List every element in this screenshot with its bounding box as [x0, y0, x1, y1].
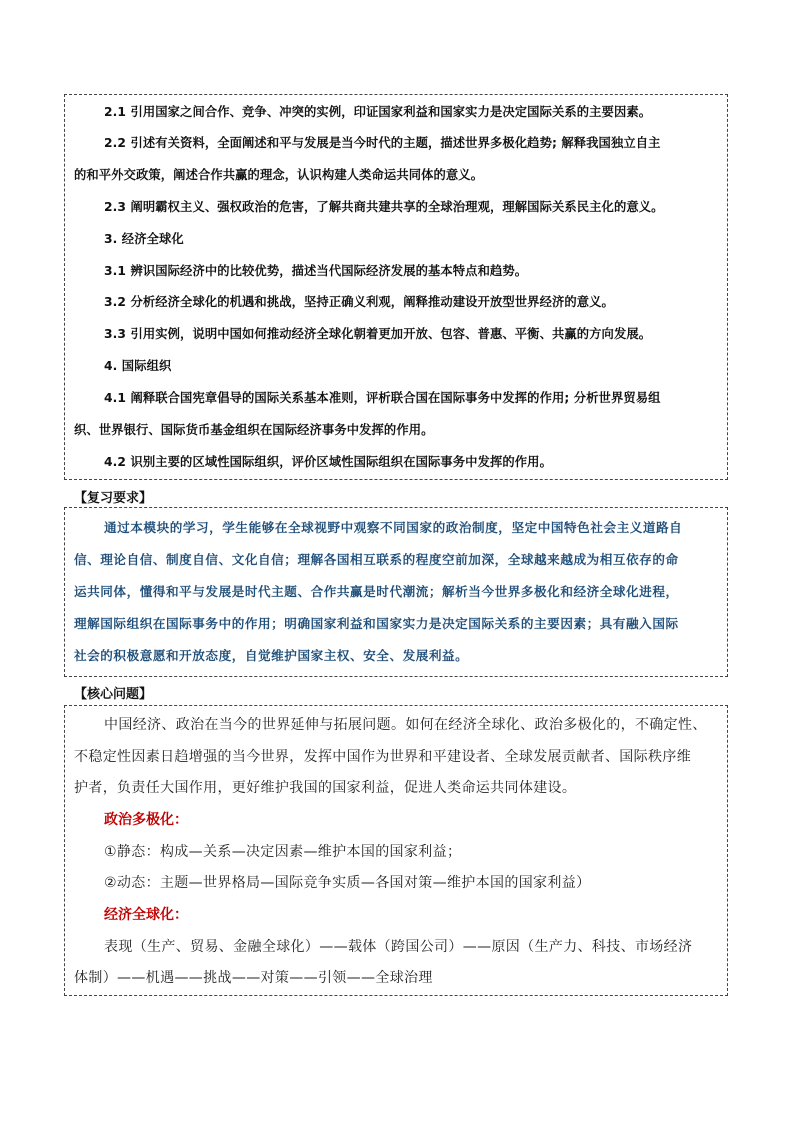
politics-title: 政治多极化： — [104, 812, 188, 828]
standard-2-1: 2.1 引用国家之间合作、竞争、冲突的实例，印证国家利益和国家实力是决定国际关系的主要因素。 — [104, 105, 652, 119]
heading-3: 3. 经济全球化 — [104, 232, 184, 246]
standard-4-1: 4.1 阐释联合国宪章倡导的国际关系基本准则，评析联合国在国际事务中发挥的作用; 分析世界贸易组 — [104, 391, 661, 405]
core-intro-line: 中国经济、政治在当今的世界延伸与拓展问题。如何在经济全球化、政治多极化的，不确定性、 — [104, 717, 707, 733]
standard-2-2-cont: 的和平外交政策，阐述合作共赢的理念，认识构建人类命运共同体的意义。 — [74, 168, 484, 182]
review-line: 理解国际组织在国际事务中的作用；明确国家利益和国家实力是决定国际关系的主要因素；具有融入国际 — [74, 616, 679, 631]
core-intro-line: 不稳定性因素日趋增强的当今世界，发挥中国作为世界和平建设者、全球发展贡献者、国际秩序维 — [74, 749, 692, 765]
standard-2-2: 2.2 引述有关资料，全面阐述和平与发展是当今时代的主题，描述世界多极化趋势; 解释我国独立自主 — [104, 136, 661, 150]
standard-2-3: 2.3 阐明霸权主义、强权政治的危害，了解共商共建共享的全球治理观，理解国际关系民主化的意义。 — [104, 200, 664, 214]
review-line: 信、理论自信、制度自信、文化自信；理解各国相互联系的程度空前加深，全球越来越成为相互依存的命 — [74, 552, 679, 567]
standard-3-1: 3.1 辨识国际经济中的比较优势，描述当代国际经济发展的基本特点和趋势。 — [104, 264, 528, 278]
standard-4-2: 4.2 识别主要的区域性国际组织，评价区域性国际组织在国际事务中发挥的作用。 — [104, 455, 552, 469]
economy-line: 体制）——机遇——挑战——对策——引领——全球治理 — [74, 970, 433, 986]
review-line: 社会的积极意愿和开放态度，自觉维护国家主权、安全、发展利益。 — [74, 648, 469, 663]
core-header: 【核心问题】 — [74, 687, 153, 702]
review-header: 【复习要求】 — [74, 491, 153, 506]
standard-3-3: 3.3 引用实例，说明中国如何推动经济全球化朝着更加开放、包容、普惠、平衡、共赢的方向发展。 — [104, 327, 652, 341]
standard-3-2: 3.2 分析经济全球化的机遇和挑战，坚持正确义利观，阐释推动建设开放型世界经济的意义。 — [104, 295, 614, 309]
core-intro-line: 护者，负责任大国作用，更好维护我国的国家利益，促进人类命运共同体建设。 — [74, 780, 577, 796]
standard-4-1-cont: 织、世界银行、国际货币基金组织在国际经济事务中发挥的作用。 — [74, 423, 434, 437]
economy-title: 经济全球化： — [104, 907, 188, 923]
review-line: 通过本模块的学习，学生能够在全球视野中观察不同国家的政治制度，坚定中国特色社会主义道路自 — [104, 520, 683, 535]
economy-line: 表现（生产、贸易、金融全球化）——载体（跨国公司）——原因（生产力、科技、市场经济 — [104, 939, 693, 955]
review-line: 运共同体，懂得和平与发展是时代主题、合作共赢是时代潮流；解析当今世界多极化和经济全球化进程， — [74, 584, 679, 599]
heading-4: 4. 国际组织 — [104, 359, 172, 373]
politics-static: ①静态：构成—关系—决定因素—维护本国的国家利益； — [104, 844, 462, 860]
politics-dynamic: ②动态：主题—世界格局—国际竞争实质—各国对策—维护本国的国家利益） — [104, 875, 591, 891]
